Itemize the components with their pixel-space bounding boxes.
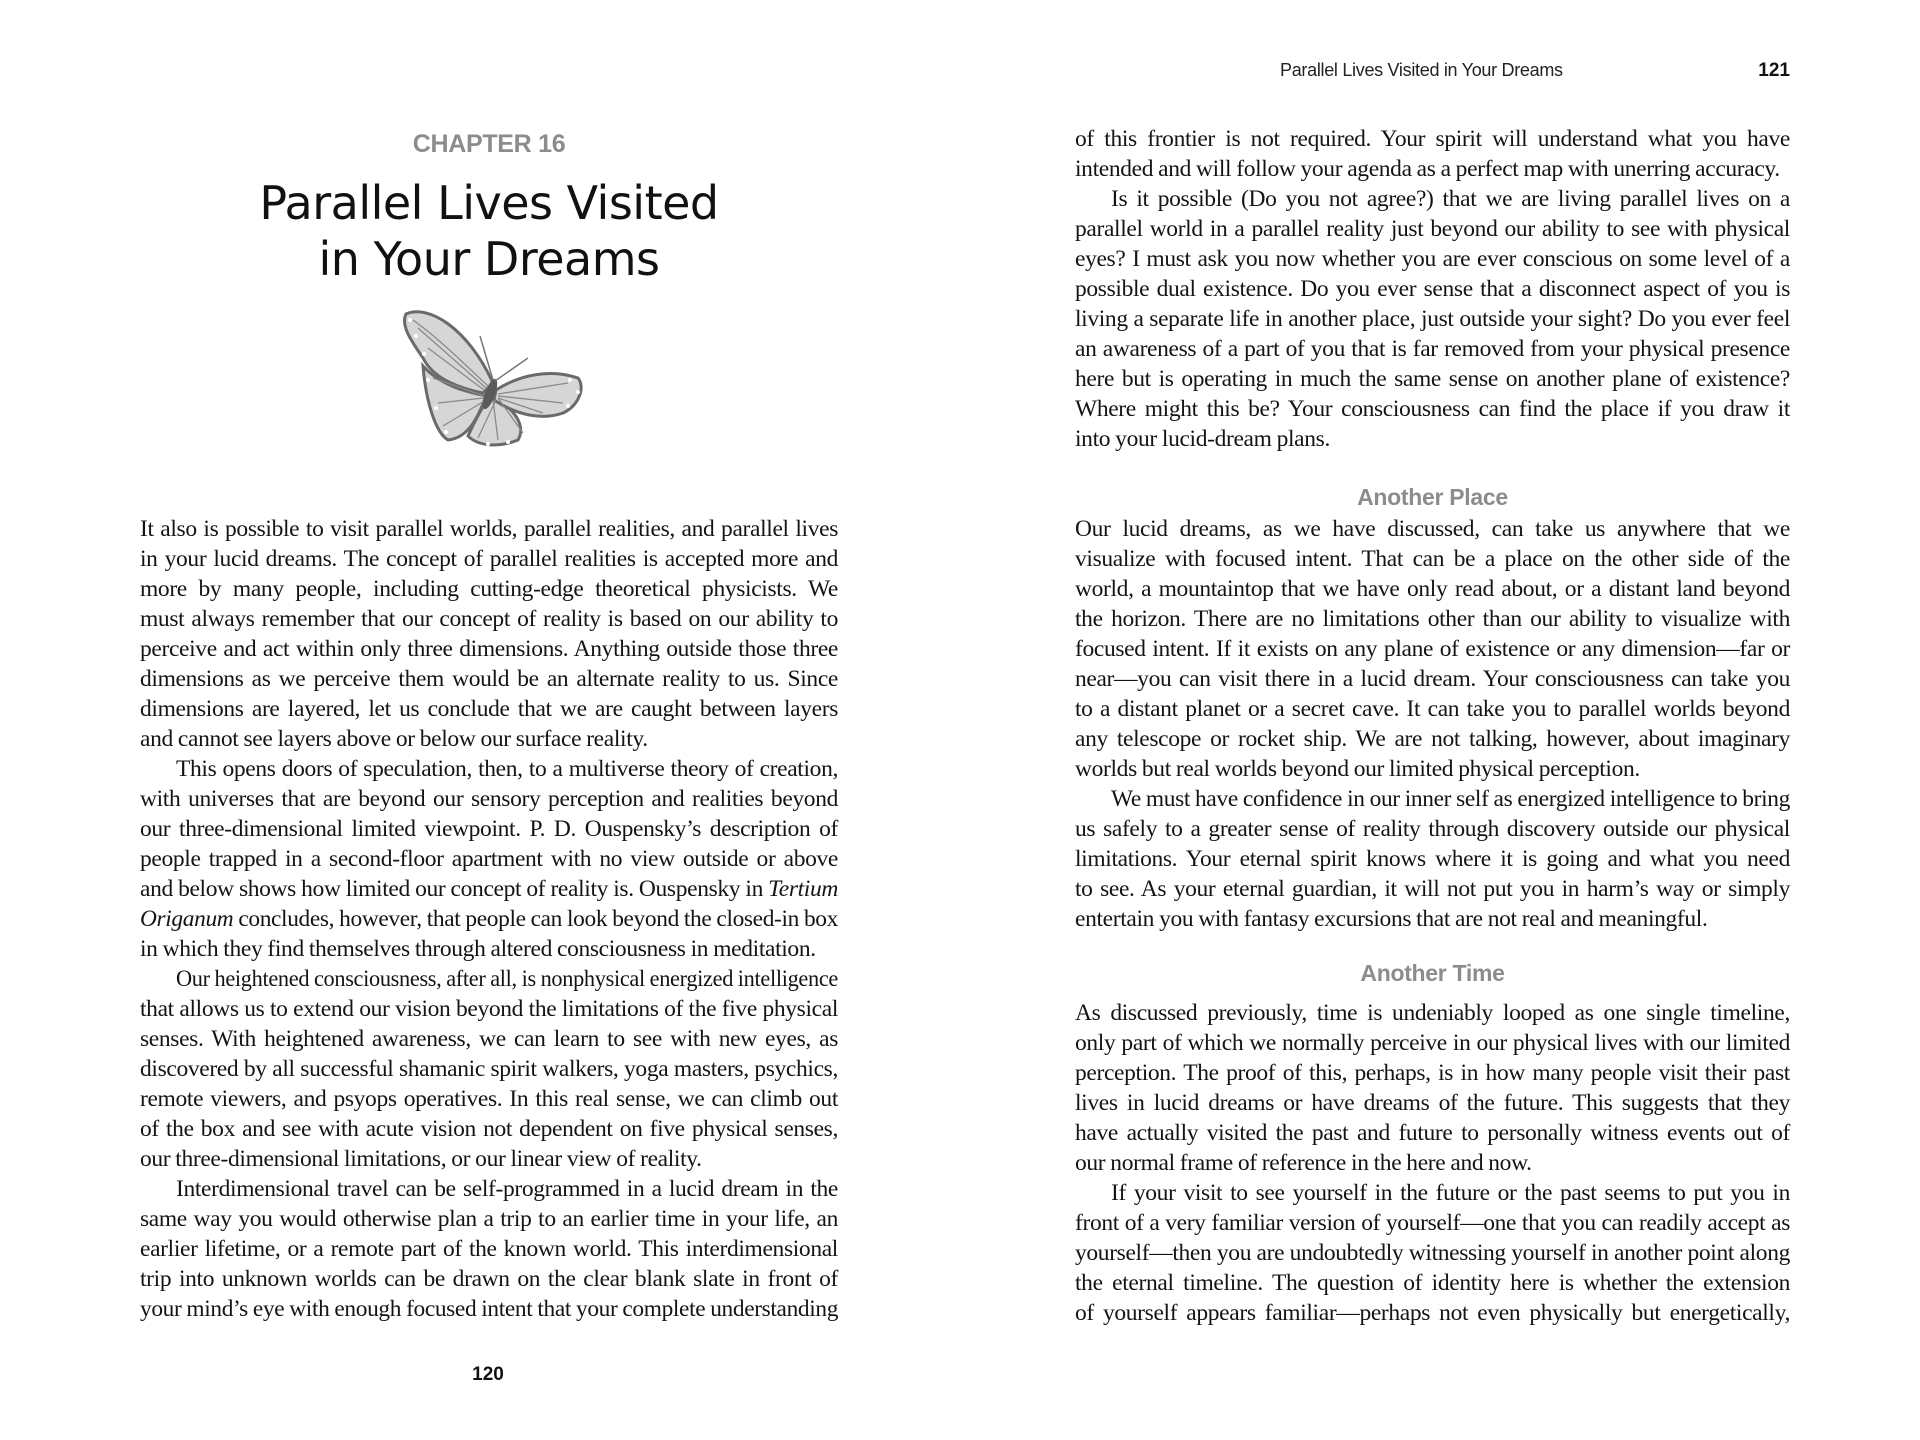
text-line: into your lucid-dream plans. [1075,426,1330,452]
text-line: in your lucid dreams. The concept of parallel realities is accepted more and [140,546,838,572]
text-line: have actually visited the past and future to personally witness events out of [1075,1120,1790,1146]
paragraph [140,964,838,1174]
text-line: the horizon. There are no limitations other than our ability to visualize with [1075,606,1790,632]
text-line: only part of which we normally perceive in our physical lives with our limited [1075,1030,1790,1056]
page-number: 120 [472,1364,504,1385]
text-line: parallel world in a parallel reality just beyond our ability to see with physical [1075,216,1790,242]
italic-title: Origanum [140,906,234,932]
paragraph [1075,784,1790,934]
text-line: near—you can visit there in a lucid dream. Your consciousness can take you [1075,666,1790,692]
butterfly-icon [398,308,588,453]
section-heading: Another Time [1360,960,1505,986]
text-line: discovered by all successful shamanic spirit walkers, yoga masters, psychics, [140,1056,838,1082]
chapter-title-line: Parallel Lives Visited [259,176,719,230]
text-line: perceive and act within only three dimensions. Anything outside those three [140,636,838,662]
left-body-text [140,514,838,1324]
text-line: in which they find themselves through altered consciousness in meditation. [140,936,816,962]
chapter-title [140,175,838,287]
text-line: eyes? I must ask you now whether you are ever conscious on some level of a [1075,246,1790,272]
text-line: possible dual existence. Do you ever sense that a disconnect aspect of you is [1075,276,1790,302]
chapter-title-line: in Your Dreams [318,232,660,286]
text-line: people trapped in a second-floor apartment with no view outside or above [140,846,838,872]
text-line: world, a mountaintop that we have only read about, or a distant land beyond [1075,576,1790,602]
text-line [140,874,838,904]
paragraph [1075,998,1790,1178]
text-line: It also is possible to visit parallel worlds, parallel realities, and parallel lives [140,516,838,542]
text-line: yourself—then you are undoubtedly witnessing yourself in another point along [1075,1240,1790,1266]
text-line: dimensions are layered, let us conclude that we are caught between layers [140,696,838,722]
text-line: We must have confidence in our inner self as energized intelligence to bring [1111,786,1790,812]
text-line: focused intent. If it exists on any plane of existence or any dimension—far or [1075,636,1790,662]
text-line: Our heightened consciousness, after all, is nonphysical energized intelligence [176,966,838,992]
text-line: our three-dimensional limited viewpoint. P. D. Ouspensky’s description of [140,816,838,842]
text-line: Where might this be? Your consciousness can find the place if you draw it [1075,396,1790,422]
text-line: remote viewers, and psyops operatives. In this real sense, we can climb out [140,1086,838,1112]
text-line: your mind’s eye with enough focused intent that your complete understanding [140,1296,839,1322]
text-line: trip into unknown worlds can be drawn on the clear blank slate in front of [140,1266,838,1292]
text-line: lives in lucid dreams or have dreams of the future. This suggests that they [1075,1090,1790,1116]
text-line: senses. With heightened awareness, we can learn to see with new eyes, as [140,1026,838,1052]
text-line: living a separate life in another place, just outside your sight? Do you ever feel [1075,306,1790,332]
text-line: must always remember that our concept of reality is based on our ability to [140,606,838,632]
text-line: more by many people, including cutting-edge theoretical physicists. We [140,576,838,602]
text-run: concludes, however, that people can look beyond the closed-in box [233,906,838,932]
text-line: intended and will follow your agenda as a perfect map with unerring accuracy. [1075,156,1780,182]
text-line: This opens doors of speculation, then, to a multiverse theory of creation, [176,756,838,782]
text-line: If your visit to see yourself in the future or the past seems to put you in [1111,1180,1790,1206]
text-line: us safely to a greater sense of reality through discovery outside our physical [1075,816,1790,842]
chapter-label: CHAPTER 16 [412,130,566,158]
paragraph [1075,184,1790,454]
text-line: here but is operating in much the same sense on another plane of existence? [1075,366,1790,392]
paragraph [1075,514,1790,784]
text-line: of yourself appears familiar—perhaps not even physically but energetically, [1075,1300,1790,1326]
text-line: the eternal timeline. The question of identity here is whether the extension [1075,1270,1790,1296]
text-line: and cannot see layers above or below our surface reality. [140,726,648,752]
text-line: same way you would otherwise plan a trip to an earlier time in your life, an [140,1206,838,1232]
text-line: entertain you with fantasy excursions that are not real and meaningful. [1075,906,1708,932]
text-line: limitations. Your eternal spirit knows where it is going and what you need [1075,846,1790,872]
italic-title: Tertium [768,876,838,902]
text-line [140,904,838,934]
section-heading: Another Place [1357,484,1508,510]
text-line: our normal frame of reference in the here and now. [1075,1150,1532,1176]
paragraph [140,1174,838,1324]
page-number: 121 [1758,60,1790,81]
text-line: our three-dimensional limitations, or our linear view of reality. [140,1146,702,1172]
text-line: Is it possible (Do you not agree?) that we are living parallel lives on a [1111,186,1790,212]
text-line: perception. The proof of this, perhaps, is in how many people visit their past [1075,1060,1790,1086]
text-line: As discussed previously, time is undeniably looped as one single timeline, [1075,1000,1790,1026]
text-line: front of a very familiar version of yourself—one that you can readily accept as [1075,1210,1790,1236]
paragraph [140,514,838,754]
text-line: Interdimensional travel can be self-programmed in a lucid dream in the [176,1176,838,1202]
text-line: of this frontier is not required. Your spirit will understand what you have [1075,126,1790,152]
paragraph [1075,1178,1790,1328]
text-line: earlier lifetime, or a remote part of the known world. This interdimensional [140,1236,838,1262]
text-line: visualize with focused intent. That can be a place on the other side of the [1075,546,1790,572]
text-line: that allows us to extend our vision beyond the limitations of the five physical [140,996,838,1022]
text-line: with universes that are beyond our sensory perception and realities beyond [140,786,838,812]
text-line: dimensions as we perceive them would be an alternate reality to us. Since [140,666,838,692]
section-another-time-text [1075,998,1790,1328]
text-line: to see. As your eternal guardian, it will not put you in harm’s way or simply [1075,876,1790,902]
text-run: and below shows how limited our concept of reality is. Ouspensky in [140,876,769,902]
text-line: Our lucid dreams, as we have discussed, can take us anywhere that we [1075,516,1790,542]
text-line: worlds but real worlds beyond our limited physical perception. [1075,756,1640,782]
text-line: any telescope or rocket ship. We are not talking, however, about imaginary [1075,726,1790,752]
text-line: to a distant planet or a secret cave. It can take you to parallel worlds beyond [1075,696,1790,722]
section-another-place-text [1075,514,1790,934]
paragraph [140,754,838,964]
paragraph [1075,124,1790,184]
running-header: Parallel Lives Visited in Your Dreams [1280,60,1563,80]
text-line: an awareness of a part of you that is far removed from your physical presence [1075,336,1790,362]
right-intro-text [1075,124,1790,454]
text-line: of the box and see with acute vision not dependent on five physical senses, [140,1116,838,1142]
